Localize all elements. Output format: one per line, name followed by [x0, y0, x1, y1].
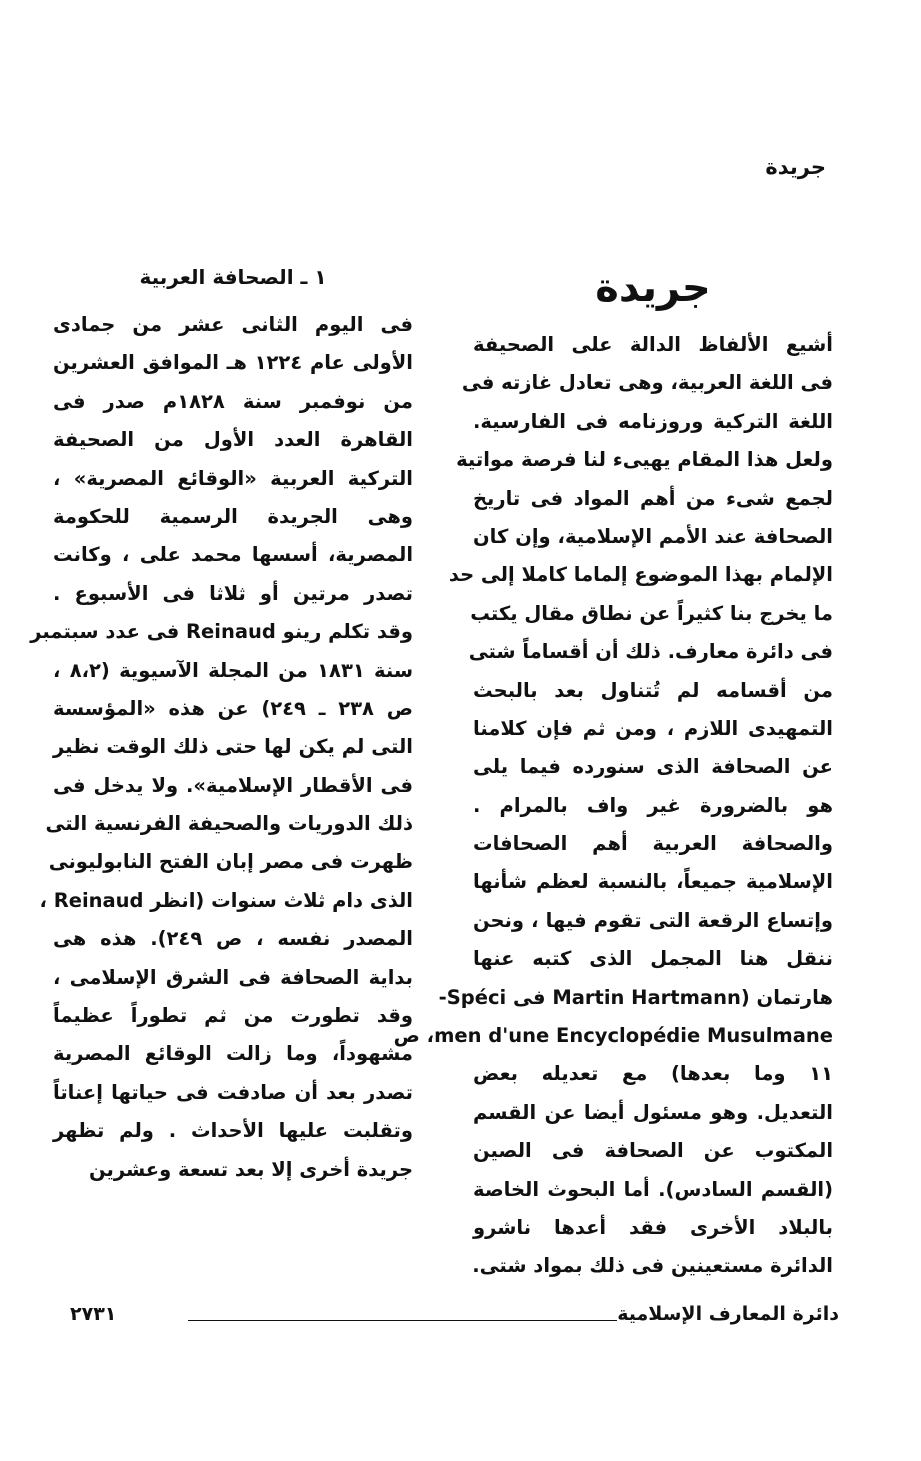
text-line: التمهيدى اللازم ، ومن ثم فإن كلامنا	[473, 716, 833, 740]
text-line: وهى الجريدة الرسمية للحكومة	[53, 504, 413, 528]
text-line: بداية الصحافة فى الشرق الإسلامى ،	[53, 965, 413, 989]
text-line: وقد تطورت من ثم تطوراً عظيماً	[53, 1004, 413, 1028]
text-line: وتقلبت عليها الأحداث . ولم تظهر	[53, 1119, 413, 1143]
text-line: مشهوداً، وما زالت الوقائع المصرية	[53, 1042, 413, 1066]
text-line: تصدر مرتين أو ثلاثا فى الأسبوع .	[53, 581, 413, 605]
right-column	[393, 258, 833, 1286]
text-line: بالبلاد الأخرى فقد أعدها ناشرو	[473, 1215, 833, 1239]
section-title: ١ ـ الصحافة العربية	[139, 265, 327, 289]
text-line: المكتوب عن الصحافة فى الصين	[473, 1139, 833, 1163]
text-line: فى دائرة معارف. ذلك أن أقساماً شتى	[468, 640, 833, 664]
text-line: الصحافة عند الأمم الإسلامية، وإن كان	[473, 524, 833, 548]
text-line: ص ٢٣٨ ـ ٢٤٩) عن هذه «المؤسسة	[53, 696, 413, 720]
text-line: الذى دام ثلاث سنوات (انظر Reinaud ،	[39, 888, 413, 912]
text-line: القاهرة العدد الأول من الصحيفة	[53, 428, 413, 452]
text-line: وإتساع الرقعة التى تقوم فيها ، ونحن	[473, 908, 833, 932]
text-line: ١١ وما بعدها) مع تعديله بعض	[473, 1062, 833, 1086]
text-line: (القسم السادس). أما البحوث الخاصة	[473, 1177, 833, 1201]
text-line: ننقل هنا المجمل الذى كتبه عنها	[473, 947, 833, 971]
text-line: هو بالضرورة غير واف بالمرام .	[473, 793, 833, 817]
text-line: سنة ١٨٣١ من المجلة الآسيوية (٨،٢ ،	[53, 658, 413, 682]
text-line: الدائرة مستعينين فى ذلك بمواد شتى.	[472, 1254, 833, 1278]
text-line: من أقسامه لم تُتناول بعد بالبحث	[473, 678, 833, 702]
text-line: التركية العربية «الوقائع المصرية» ،	[53, 466, 413, 490]
page-footer	[70, 1303, 839, 1331]
text-line: ولعل هذا المقام يهيىء لنا فرصة مواتية	[456, 448, 833, 472]
page-number: ٢٧٣١	[70, 1303, 117, 1325]
text-line: فى اليوم الثانى عشر من جمادى	[53, 313, 413, 336]
text-line: والصحافة العربية أهم الصحافات	[473, 832, 833, 856]
text-line: اللغة التركية وروزنامه فى الفارسية.	[473, 409, 833, 433]
text-line: أشيع الألفاظ الدالة على الصحيفة	[473, 333, 833, 356]
text-line: الإلمام بهذا الموضوع إلماما كاملا إلى حد	[448, 563, 833, 587]
text-line: وقد تكلم رينو Reinaud فى عدد سبتمبر	[30, 620, 413, 644]
text-line: لجمع شىء من أهم المواد فى تاريخ	[473, 486, 833, 510]
text-line: ذلك الدوريات والصحيفة الفرنسية التى	[45, 812, 413, 836]
text-line: المصرية، أسسها محمد على ، وكانت	[53, 543, 413, 567]
text-line: ظهرت فى مصر إبان الفتح النابوليونى	[48, 850, 413, 874]
text-line: تصدر بعد أن صادفت فى حياتها إعناتاً	[53, 1080, 413, 1104]
text-line: فى الأقطار الإسلامية». ولا يدخل فى	[53, 773, 413, 797]
text-line: men d'une Encyclopédie Musulmane، ص	[393, 1024, 833, 1048]
footer-title: دائرة المعارف الإسلامية	[617, 1303, 839, 1325]
footer-rule	[188, 1320, 617, 1321]
text-line: جريدة أخرى إلا بعد تسعة وعشرين	[88, 1157, 413, 1181]
left-column	[30, 258, 413, 1189]
text-line: الأولى عام ١٢٢٤ هـ الموافق العشرين	[53, 351, 413, 375]
text-line: التى لم يكن لها حتى ذلك الوقت نظير	[53, 735, 413, 759]
text-line: التعديل. وهو مسئول أيضا عن القسم	[473, 1100, 833, 1124]
text-line: المصدر نفسه ، ص ٢٤٩). هذه هى	[53, 927, 413, 951]
running-head: جريدة	[765, 155, 826, 179]
text-line: فى اللغة العربية، وهى تعادل غازته فى	[461, 371, 833, 395]
article-title: جريدة	[595, 265, 711, 311]
text-line: عن الصحافة الذى سنورده فيما يلى	[473, 755, 833, 779]
right-column-text	[393, 326, 833, 1286]
text-line: هارتمان (Martin Hartmann فى Spéci-	[438, 985, 833, 1009]
text-line: الإسلامية جميعاً، بالنسبة لعظم شأنها	[473, 870, 833, 894]
left-column-text	[30, 306, 413, 1189]
text-line: ما يخرج بنا كثيراً عن نطاق مقال يكتب	[470, 601, 833, 625]
text-line: من نوفمبر سنة ١٨٢٨م صدر فى	[53, 389, 413, 413]
